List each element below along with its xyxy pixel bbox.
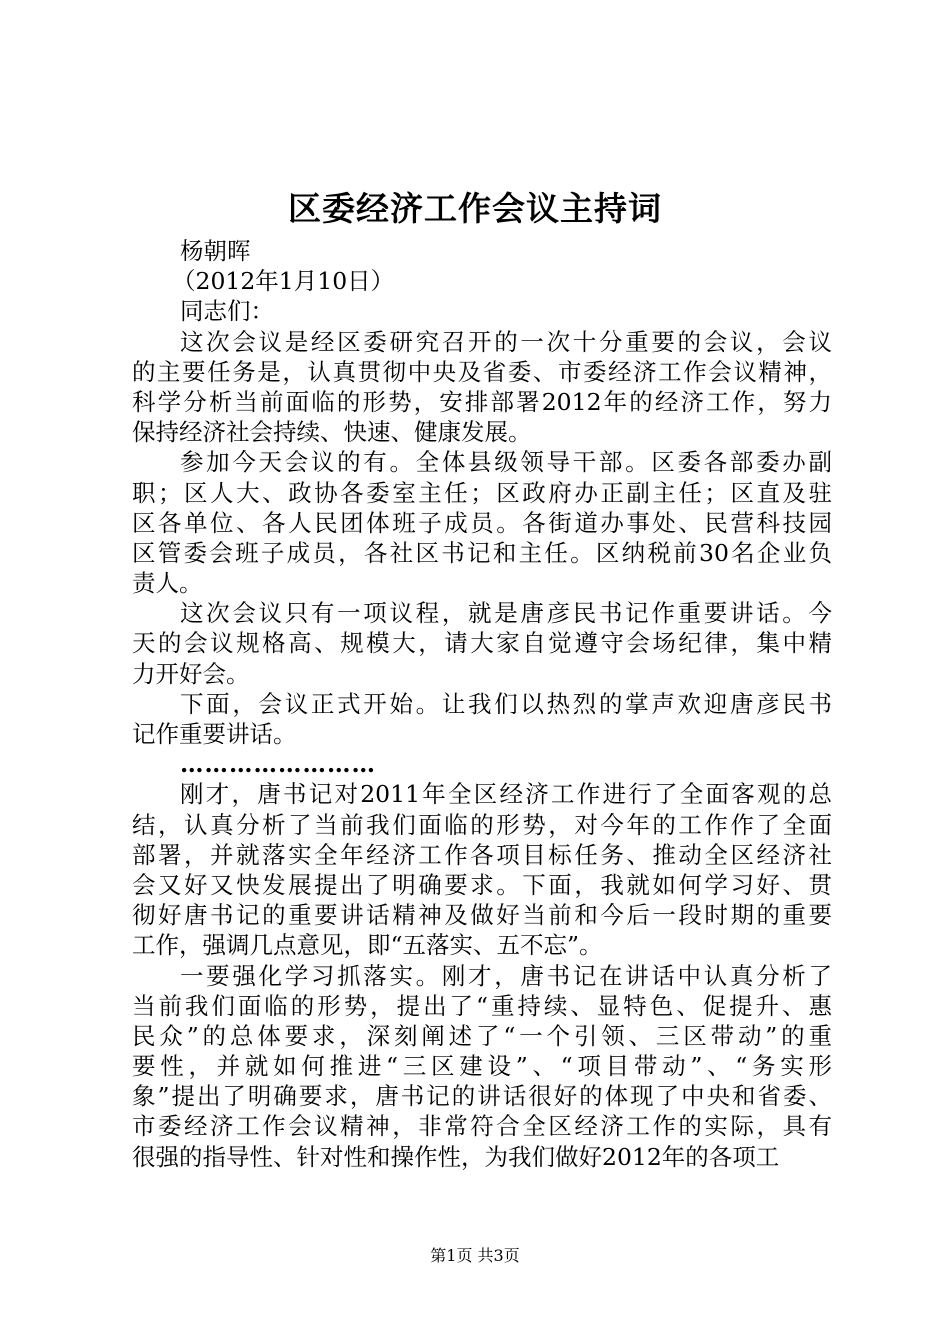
paragraph [132, 689, 832, 749]
paragraph-line: 科学分析当前面临的形势，安排部署2012年的经济工作，努力 [132, 387, 832, 416]
paragraph-line: 区管委会班子成员，各社区书记和主任。区纳税前30名企业负 [132, 538, 832, 567]
paragraph-line: 结，认真分析了当前我们面临的形势，对今年的工作作了全面 [132, 810, 832, 839]
paragraph [132, 327, 832, 448]
paragraph [132, 779, 832, 960]
paragraph [132, 598, 832, 689]
paragraph [132, 447, 832, 598]
paragraph-line: 力开好会。 [132, 659, 250, 688]
separator-dots: …………………… [180, 750, 376, 779]
paragraph-line: 要性，并就如何推进“三区建设”、“项目带动”、“务实形 [132, 1052, 832, 1081]
paragraph-line: 区各单位、各人民团体班子成员。各街道办事处、民营科技园 [132, 508, 832, 537]
paragraph-line: 下面，会议正式开始。让我们以热烈的掌声欢迎唐彦民书 [180, 689, 832, 718]
salutation-line: 同志们： [180, 297, 274, 326]
paragraph-line: 参加今天会议的有。全体县级领导干部。区委各部委办副 [180, 448, 832, 477]
paragraphs-after-separator [132, 779, 832, 1171]
paragraph-line: 会又好又快发展提出了明确要求。下面，我就如何学习好、贯 [132, 870, 832, 899]
author-line: 杨朝晖 [180, 237, 251, 265]
paragraph-line: 天的会议规格高、规模大，请大家自觉遵守会场纪律，集中精 [132, 629, 832, 658]
paragraph-line: 的主要任务是，认真贯彻中央及省委、市委经济工作会议精神， [132, 357, 832, 386]
paragraph-line: 工作，强调几点意见，即“五落实、五不忘”。 [132, 931, 603, 960]
paragraph-line: 这次会议是经区委研究召开的一次十分重要的会议，会议 [180, 327, 832, 356]
paragraph-line: 记作重要讲话。 [132, 720, 297, 748]
paragraph-line: 市委经济工作会议精神，非常符合全区经济工作的实际，具有 [132, 1112, 832, 1141]
paragraph-line: 部署，并就落实全年经济工作各项目标任务、推动全区经济社 [132, 840, 832, 869]
paragraph-line: 责人。 [132, 569, 203, 598]
paragraph-line: 彻好唐书记的重要讲话精神及做好当前和今后一段时期的重要 [132, 901, 832, 930]
paragraph-line: 很强的指导性、针对性和操作性，为我们做好2012年的各项工 [132, 1142, 780, 1171]
date-line: （2012年1月10日） [172, 267, 395, 296]
paragraph-line: 这次会议只有一项议程，就是唐彦民书记作重要讲话。今 [180, 599, 832, 628]
paragraph-line: 职；区人大、政协各委室主任；区政府办正副主任；区直及驻 [132, 478, 832, 507]
paragraph-line: 当前我们面临的形势，提出了“重持续、显特色、促提升、惠 [132, 991, 832, 1020]
paragraph-line: 一要强化学习抓落实。刚才，唐书记在讲话中认真分析了 [180, 961, 832, 990]
paragraph-line: 民众”的总体要求，深刻阐述了“一个引领、三区带动”的重 [132, 1021, 832, 1050]
paragraph [132, 961, 832, 1172]
paragraphs-before-separator [132, 327, 832, 750]
document-body [132, 236, 832, 1172]
page-footer: 第1页 共3页 [430, 1246, 520, 1265]
paragraph-line: 保持经济社会持续、快速、健康发展。 [132, 418, 532, 447]
paragraph-line: 刚才，唐书记对2011年全区经济工作进行了全面客观的总 [180, 780, 832, 809]
paragraph-line: 象”提出了明确要求，唐书记的讲话很好的体现了中央和省委、 [132, 1082, 832, 1111]
document-title: 区委经济工作会议主持词 [288, 189, 662, 228]
